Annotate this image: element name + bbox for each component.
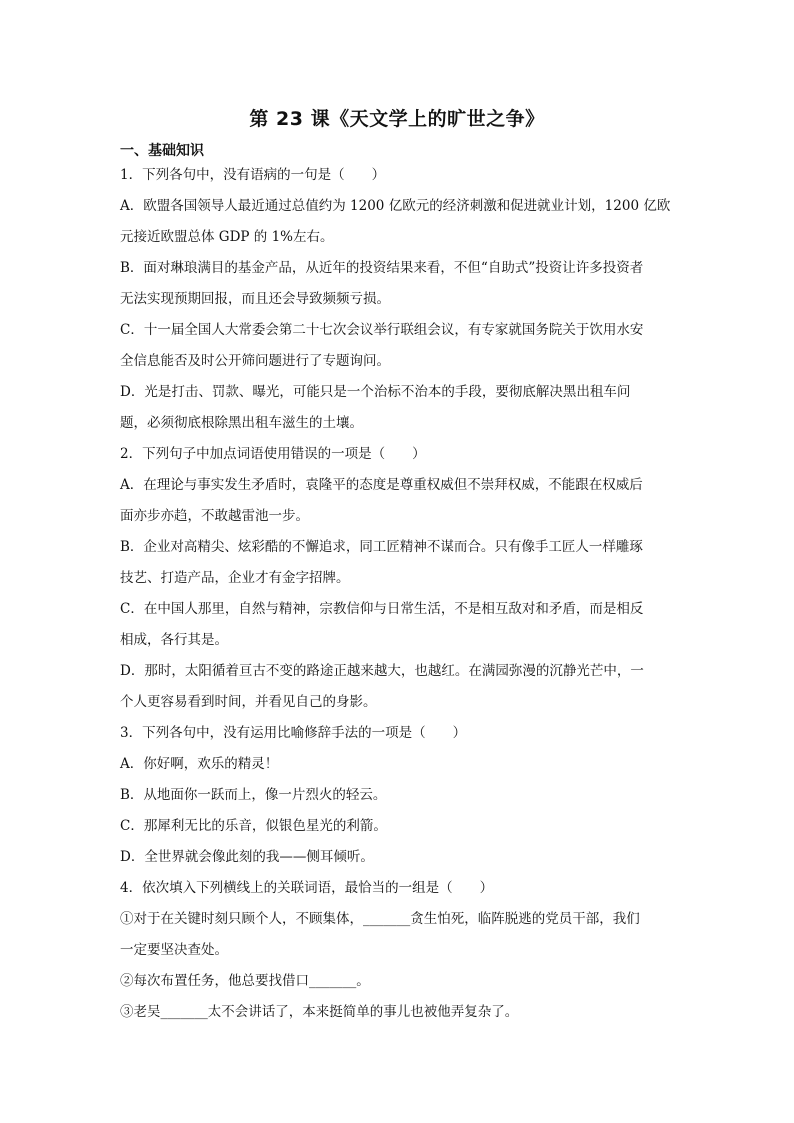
q3-option-b: B．从地面你一跃而上，像一片烈火的轻云。 <box>120 787 387 803</box>
q2-option-b: B．企业对高精尖、炫彩酷的不懈追求，同工匠精神不谋而合。只有像手工匠人一样雕琢 <box>120 539 643 555</box>
q3-stem: 3．下列各句中，没有运用比喻修辞手法的一项是（ ） <box>120 725 467 741</box>
q1-option-d-cont: 题，必须彻底根除黑出租车滋生的土壤。 <box>120 415 363 431</box>
q3-option-c: C．那犀利无比的乐音，似银色星光的利箭。 <box>120 818 387 834</box>
section-heading: 一、基础知识 <box>120 143 204 159</box>
q4-item-1-cont: 一定要坚决查处。 <box>120 942 228 958</box>
question-body <box>120 160 676 1028</box>
q2-option-a: A．在理论与事实发生矛盾时，袁隆平的态度是尊重权威但不崇拜权威，不能跟在权威后 <box>120 477 643 493</box>
q1-option-b-cont: 无法实现预期回报，而且还会导致频频亏损。 <box>120 291 390 307</box>
q4-item-3: ③老吴_______太不会讲话了，本来挺简单的事儿也被他弄复杂了。 <box>120 1004 519 1020</box>
q4-item-2: ②每次布置任务，他总要找借口_______。 <box>120 973 370 989</box>
q2-stem: 2．下列句子中加点词语使用错误的一项是（ ） <box>120 446 426 462</box>
q1-option-a-cont: 元接近欧盟总体 GDP 的 1%左右。 <box>120 229 334 245</box>
lesson-title: 第 23 课《天文学上的旷世之争》 <box>249 108 545 130</box>
q1-option-b: B．面对琳琅满目的基金产品，从近年的投资结果来看，不但“自助式”投资让许多投资者 <box>120 260 644 276</box>
q4-stem: 4．依次填入下列横线上的关联词语，最恰当的一组是（ ） <box>120 880 494 896</box>
q2-option-d: D．那时，太阳循着亘古不变的路途正越来越大，也越红。在满园弥漫的沉静光芒中，一 <box>120 663 644 679</box>
q2-option-b-cont: 技艺、打造产品，企业才有金字招牌。 <box>120 570 350 586</box>
q3-option-a: A．你好啊，欢乐的精灵！ <box>120 756 279 772</box>
q1-option-c: C．十一届全国人大常委会第二十七次会议举行联组会议，有专家就国务院关于饮用水安 <box>120 322 644 338</box>
q1-option-a: A．欧盟各国领导人最近通过总值约为 1200 亿欧元的经济刺激和促进就业计划，1200 亿欧 <box>120 198 671 214</box>
q2-option-c: C．在中国人那里，自然与精神，宗教信仰与日常生活，不是相互敌对和矛盾，而是相反 <box>120 601 644 617</box>
q2-option-d-cont: 个人更容易看到时间，并看见自己的身影。 <box>120 694 377 710</box>
q3-option-d: D．全世界就会像此刻的我——侧耳倾听。 <box>120 849 374 865</box>
q1-option-c-cont: 全信息能否及时公开筛问题进行了专题询问。 <box>120 353 390 369</box>
q2-option-a-cont: 面亦步亦趋，不敢越雷池一步。 <box>120 508 309 524</box>
q4-item-1: ①对于在关键时刻只顾个人，不顾集体，_______贪生怕死，临阵脱逃的党员干部，我们 <box>120 911 640 927</box>
q2-option-c-cont: 相成，各行其是。 <box>120 632 228 648</box>
q1-option-d: D．光是打击、罚款、曝光，可能只是一个治标不治本的手段，要彻底解决黑出租车问 <box>120 384 631 400</box>
q1-stem: 1．下列各句中，没有语病的一句是（ ） <box>120 167 386 183</box>
